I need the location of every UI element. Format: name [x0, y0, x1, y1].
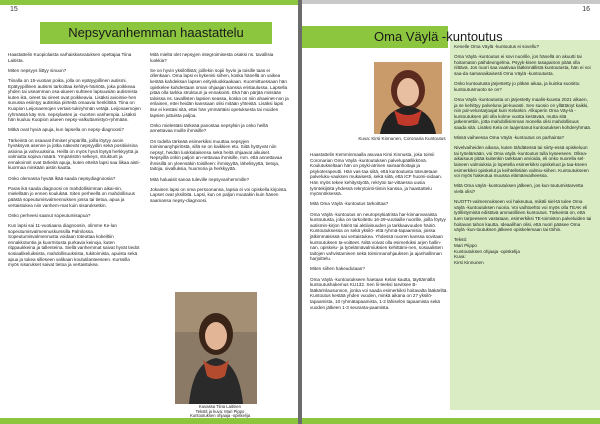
- top-accent-bar: [302, 0, 600, 4]
- paragraph: Nivelvaiheiden aikana, kuten tähdätessä tai siirty-essä opiskeluun tai työelämään, voi Oma väylä -kuntoutus tulla kyseeseen. Olkea-aikaisuus pitää kuitenkin tarkkaan arvioida, eli onko nuorella sel-laineen valmiuksia jo lopetella esimerkiksi opiskeluut ja taa-kseen esimerkiksi opiskelut ja keihtelletiäin valmiu-siihen. Kuntoutukseen voi myös hakeutua muussa elämänvaiheessa.: [454, 145, 589, 179]
- paragraph: Jokainen lapsi on oma persoonansa, lapsia ei voi opiskella kirjoista. Lapset ovat yksilöitä. Lapsi, kun on paljon muutakin kuin hänen saamansa nepsy-diagnoosi.: [150, 186, 288, 204]
- question: Mitä Oma väylä -kuntoutuksen jälkeen, jos kun-toutumistarvetta vielä olisi?: [454, 183, 584, 195]
- right-column-2: [454, 44, 592, 265]
- question: Onko olemassa hyvää lkää saada nepsydiagnoosia?: [8, 175, 116, 181]
- kirsi-photo: [374, 62, 442, 134]
- credits-line: Tekstit ja kuva: Mari Pippo: [195, 408, 245, 414]
- left-column-1: [8, 52, 142, 272]
- paragraph: Oma Väylä -kuntoutus ei sovi nuorille, jos hänellä on akuutti tai hoitamaton päihdeongelma. Psyyk-kisen tasapainon pitää olla riittävä. Jos nuori saa vaativaa lääkinnällistä kuntoutusta, hän ei voi saa-da samanaikaisesti Oma Väylä -kuntoutusta.: [454, 54, 591, 76]
- paragraph: Oma Väylä -kuntoutukseen haetaan Kelan kautta, täyttämällä kuntoutushakemus KU132. Sen lii-teeksi tarvitsee B-lääkärinlausunnon, jonka voi saada esimerkiksi hoitavalta lääkäriltä. Kuntoutus kestää yhden vuoden, minkä aikana on 27 yksilö-tapaamista, 10 ryhmätapaamista, 1-2 lähiselön tapaamista sekä vuoden jälkeen 1-3 seuranta-paamista.: [310, 276, 448, 310]
- page-number: 15: [10, 6, 18, 13]
- photo-caption: Kuva: Kirsi Kinnunen, Coronaria Kuntoutus: [358, 136, 446, 141]
- credits-line: Kuva:: [454, 254, 466, 260]
- page-number: 16: [582, 6, 590, 13]
- question: Mitä haluaisit sanoa tuleville nepsyvanhemmille?: [150, 176, 250, 182]
- portrait-illustration: [175, 292, 257, 404]
- credits: [454, 237, 592, 265]
- paragraph: Haastattelin Kuopiolaista varhaiskasvatuksen opettajaa Tiina Laitista.: [8, 52, 132, 63]
- credits-line: Kirsi Kinnunen: [454, 259, 484, 265]
- paragraph: Tiinalla on 15-vuotias poika, jolla on epätyypillinen autismi. Epätyypillinen autismi tarkoittaa kehitys-häiriötä, joka poikkeaa yhden tai useamman osa-alueen suhteen lapsuusiän autismista kuten ikä, oireet tai oireet ovat poikkeavia. Lisäksi avioimie-hen suvussa esiintyy autistisia piirteitä omaavia henkilöitä. Tiina on Kuopion Leijonaemojen vertais-tukiryhmän vetäjä. Leijonaemojen ryhmässä käy mm. nepsylasten ja -nuorten vanhempia. Lisäksi hän kuuluu Kuopion alueen nepsy-valkuttamistyö-ryhmään.: [8, 77, 141, 123]
- credits-line: Kuntoutuksen ohjaaja -opiskelija: [189, 413, 251, 419]
- paragraph: Se on hyvin yksilöllistä; joillekin sopii hyvin ja toisille taas ei ollenkaan. Oma lapsi ei kykenisi siihen, koska hänellä on vaikea kestää kahdeksan lapsen erityisluokkaakaan. Kuormittuessaan hän opiskelee kahdestaan oman ohjaajan kanssa eristaulussa. Lapsella pitää olla tarkka struktuuri ja ennakointi. Ekä hän pärjää missään taloissa ns. tavallisten lapsien seassa, koska on niin ahaeinet-non ja erilainen, ettei heidän kanssaan olisi mitään yhteistä. Lisäksi lapsi itse ei kestäsi sitä, ettei hän ymmärtäisi opetuksesta tai muiden lapsien juttuista paljoa.: [150, 67, 289, 118]
- page-title: Oma Väylä -kuntoutus: [374, 29, 503, 44]
- question: Onko perheesi saanut sopeutumisapua?: [8, 212, 91, 218]
- paragraph: NUOTTI-valmennukseen voi hakeutua, mikäli siel-tä tulee Oma väylä -kuntoutuksen nuoria. Voi vaihtoehto voi myös olla TEAK eli työllistymistä edistävä ammatillinen kuntoutus. Tärkeintä on, että tuen tarpeeseen vastataan, esimerkiksi TE-toimiston palveluiden tai hoitavan tahon kautta. Ideaalihan olisi, että nuori pääsee Oma väylä -kun-toutuksen jälkeen opiskelemaan tai töihin.: [454, 199, 592, 233]
- question: Mitä Oma Väylä -kuntoutus tarkoittaa?: [310, 201, 389, 207]
- paragraph: Kun lapsi sai 11-vuotiaana diagnoosin, olimme Ke-lan sopeutumisvalmennuskurssilla Palmlossa. Sopeutumisvalmennusta voidaan toteuttaa kokeiltiin ennakkotuntia ja kuormitusta purkavia keinoja, kuten ritppaukkeina ja tallenteina. Siellä vanhemmat saivat hyvät tiedot sosiaalikeluiksista, mahdollisuuksista, tukitoimista, apuista sekä apua ja tukea silleseen valikaan koulutilanteeseen. Kurssilla myös sisarukset saivat tietoa ja vertaistukea.: [8, 223, 140, 268]
- paragraph: Tärkeintä on osaavat ihmiset ympärillä, joilla löytyy avoin hyväksyvä asenne ja jotka näkevät nepsyydlin sekä positiivisina asioina ja vahvuuksina. Heillä on myös hyvä löytyä herkkyyttä ja valmiutta sopiva määrä. Ympäristön selkeys, strukturit ja ennakoinnit ovat tärkeitä apuja, kuten etteitä lapsi saa liikaa aisti-kuormaa minkään aistin kautta.: [8, 137, 141, 171]
- question: Mitkä ovat hyviä apuja, kun lapsella on nepsy-diagnoosi?: [8, 127, 124, 133]
- question: Onko kuntoutusta järjestetty jo pitkän aikaa, ja kuinka suosittu kuntoutusmuoto se on?: [454, 81, 580, 92]
- question: Kenelle Oma Väylä -kuntoutus ei sovellu?: [454, 44, 540, 49]
- credits-line: Kuvassa Tiina Laitinen: [199, 404, 241, 409]
- credits-line: Teksti:: [454, 237, 468, 243]
- paragraph: Haastattelin Kemminmaalla asuvaa Kirsi Kinnusta, joka toimii Coronarian Oma Väylä -kuntoutuksen palvelupäällikkönä. Koulutukseltaan hän on psyki-atrinen sairaanhoitaja ja psykoterapeutti. Hän vas-taa siitä, että kuntoutusta toteutetaan palveluku-vauksen mukaisesti, sekä siitä, että ICF huomi-oidaan. Hän myös tekee kehitystyötä, rekrytoi tar-vittaessa uusia työntekijöitä yhdessä rekrytointi-tiimin kanssa, ja haastattelu myönnöksessä.: [310, 152, 443, 197]
- question: Missä vaiheessa Oma Väylä -kuntoutus on parhainta?: [454, 135, 565, 141]
- paragraph: Oma Väylä -kuntoutusta on järjestetty maalis-kuusta 2021 alkaen, ja se kehittyy palveluna jat-kuvasti. Sen suosio on yllättänyt kaikki, niin pal-veluntarjoajat kuin Kelankin. Alkuperin Oma Väy-lä -kuntoutuksen piti olla kolme vuotta kestävää, mutta sitä jatkennettiin, jotta mahdollisimman monella olisi mahdollisuus saada sitä. Lisäksi Kela on laajentanut kuntoutuksen kohderyhmää.: [454, 96, 592, 130]
- question: Mitä mieltä olet nepsyjen integroimisesta osaksi ns. tavallisia luokkia?: [150, 52, 274, 63]
- right-column-1: [310, 152, 448, 315]
- left-column-2: [150, 52, 290, 208]
- page-title: Nepsyvanhemman haastattelu: [40, 22, 272, 44]
- question: Miten nepsyys liittyy sinuun?: [8, 67, 67, 73]
- credits-line: Mari Piippo: [454, 242, 477, 248]
- footer-accent-bar: [0, 418, 298, 424]
- tiina-photo: [175, 292, 257, 404]
- paragraph: Paras ikä saada diagnoosi on mahdollisimman aikai-sin, mielellään jo ennen koulukää. Siten perheellä on mahdollisuus päästä sopeutumisvalmennuksen jossa tai tietoa, apua ja vertaistukea niin vanhem-mat kuin sisaruksetkin.: [8, 185, 135, 208]
- footer-accent-bar: [302, 418, 600, 424]
- left-credits: [150, 405, 290, 419]
- left-page: [0, 0, 298, 424]
- question: Onko mielestäsi tärkeää panostaa nepsylsin ja onko heillä annettavaa muille ihmisille?: [150, 122, 268, 134]
- paragraph: Oma Väylä -kuntoutus on neuropsykiatrista har-kinnanvaraista kuntoutusta, joka on tarkoitettu 16-29-vuotiaille nuorille, joilla löytyy autismin-kirjon häiriö tai aktiivisuuden ja tarkkaavuuden häiriö. Kuntoutuksessa on sekä yksilö- että ryhmä-tapaamisia, joissa jälkimmäisissä sai vertaistukea. Yhdessä nuoren kanssa sovitaan kuntoutuksen ta-voitteet. Niitä voivat olla esimerkiksi arjen hallin-nan, opiskelu- ja työelämävalmiuksien kehittämi-nen, sosiaalisten taitojen vahvistaminen sekä toiminnanohjauksen ja ajanhallinnan harjoittelu.: [310, 211, 446, 262]
- top-accent-bar: [0, 0, 298, 5]
- question: Miten siihen hakeudutaan?: [310, 266, 365, 272]
- right-page: [302, 0, 600, 424]
- paragraph: On todella tärkeää esimerkiksi muuttaa nepsyjen toiminnanyhpiriöstä, sillä se on kaikkien etu. Siitä hyötyvät niin nepsyt, heidän luokkalaisensa sekä heitä ohjaavat aikuiset. Nepsyillä onkin paljon an-nettavaa ihmisille, mm. että annettavaa ihmisillä on yleensäkin toisilleen: ihmisyyttä, lähelisyyttä, tietoja, taitoja, oivalluksia, huumoria ja herkkyyttä.: [150, 138, 283, 172]
- credits-line: Kuntoutuksen ohjaaja -opiskelija: [454, 248, 520, 254]
- portrait-illustration: [374, 62, 442, 134]
